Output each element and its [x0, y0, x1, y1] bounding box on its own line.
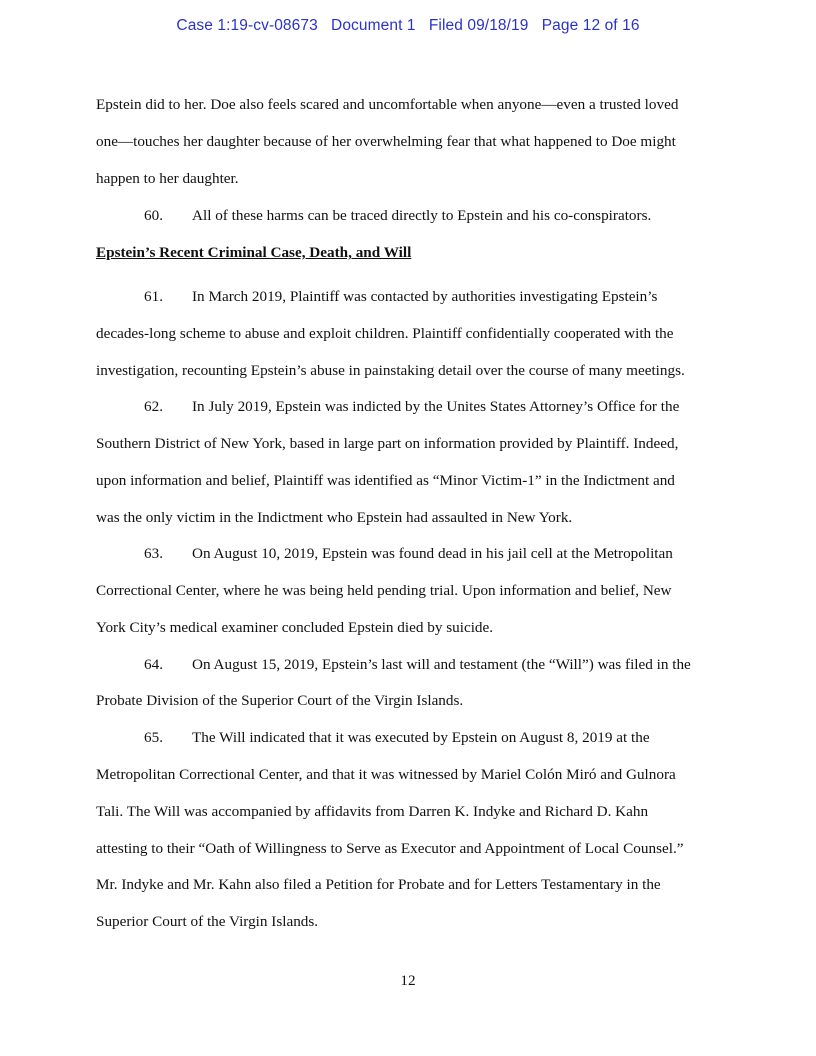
- paragraph-65-line: Mr. Indyke and Mr. Kahn also filed a Petition for Probate and for Letters Testamentary in the: [96, 876, 661, 893]
- page-indicator: Page 12 of 16: [541, 17, 640, 34]
- paragraph-64-line: Probate Division of the Superior Court of the Virgin Islands.: [96, 692, 464, 709]
- paragraph-number: 62.: [144, 398, 163, 415]
- paragraph-65-line: Superior Court of the Virgin Islands.: [96, 913, 319, 930]
- document-number: Document 1: [331, 17, 416, 34]
- paragraph-63-line: 63. On August 10, 2019, Epstein was found dead in his jail cell at the Metropolitan: [144, 545, 673, 562]
- paragraph-65-line: attesting to their “Oath of Willingness to Serve as Executor and Appointment of Local Counsel.”: [96, 840, 684, 857]
- case-header: [0, 17, 816, 35]
- paragraph-64-line: 64. On August 15, 2019, Epstein’s last will and testament (the “Will”) was filed in the: [144, 656, 691, 673]
- case-number: Case 1:19-cv-08673: [176, 17, 318, 34]
- paragraph-62-line: Southern District of New York, based in large part on information provided by Plaintiff. Indeed,: [96, 435, 679, 452]
- continuation-line: happen to her daughter.: [96, 170, 239, 187]
- paragraph-65-line: Metropolitan Correctional Center, and that it was witnessed by Mariel Colón Miró and Gulnora: [96, 766, 676, 783]
- paragraph-61-line: decades-long scheme to abuse and exploit children. Plaintiff confidentially cooperated with the: [96, 325, 674, 342]
- continuation-line: one—touches her daughter because of her overwhelming fear that what happened to Doe might: [96, 133, 676, 150]
- paragraph-number: 61.: [144, 288, 163, 305]
- paragraph-62-line: upon information and belief, Plaintiff was identified as “Minor Victim-1” in the Indictment and: [96, 472, 675, 489]
- continuation-line: Epstein did to her. Doe also feels scared and uncomfortable when anyone—even a trusted loved: [96, 96, 679, 113]
- paragraph-63-line: York City’s medical examiner concluded Epstein died by suicide.: [96, 619, 494, 636]
- paragraph-number: 65.: [144, 729, 163, 746]
- paragraph-62-line: 62. In July 2019, Epstein was indicted by the Unites States Attorney’s Office for the: [144, 398, 680, 415]
- paragraph-number: 63.: [144, 545, 163, 562]
- paragraph-61-line: investigation, recounting Epstein’s abuse in painstaking detail over the course of many meetings.: [96, 362, 685, 379]
- paragraph-65-line: Tali. The Will was accompanied by affidavits from Darren K. Indyke and Richard D. Kahn: [96, 803, 649, 820]
- paragraph-61-line: 61. In March 2019, Plaintiff was contacted by authorities investigating Epstein’s: [144, 288, 658, 305]
- paragraph-65-line: 65. The Will indicated that it was executed by Epstein on August 8, 2019 at the: [144, 729, 650, 746]
- page-number: 12: [400, 972, 416, 989]
- paragraph-number: 60.: [144, 207, 163, 224]
- paragraph-60-line: 60. All of these harms can be traced directly to Epstein and his co-conspirators.: [144, 207, 652, 224]
- paragraph-63-line: Correctional Center, where he was being held pending trial. Upon information and belief, New: [96, 582, 672, 599]
- filed-date: Filed 09/18/19: [428, 17, 529, 34]
- paragraph-number: 64.: [144, 656, 163, 673]
- section-heading: Epstein’s Recent Criminal Case, Death, and Will: [96, 244, 412, 261]
- paragraph-62-line: was the only victim in the Indictment who Epstein had assaulted in New York.: [96, 509, 573, 526]
